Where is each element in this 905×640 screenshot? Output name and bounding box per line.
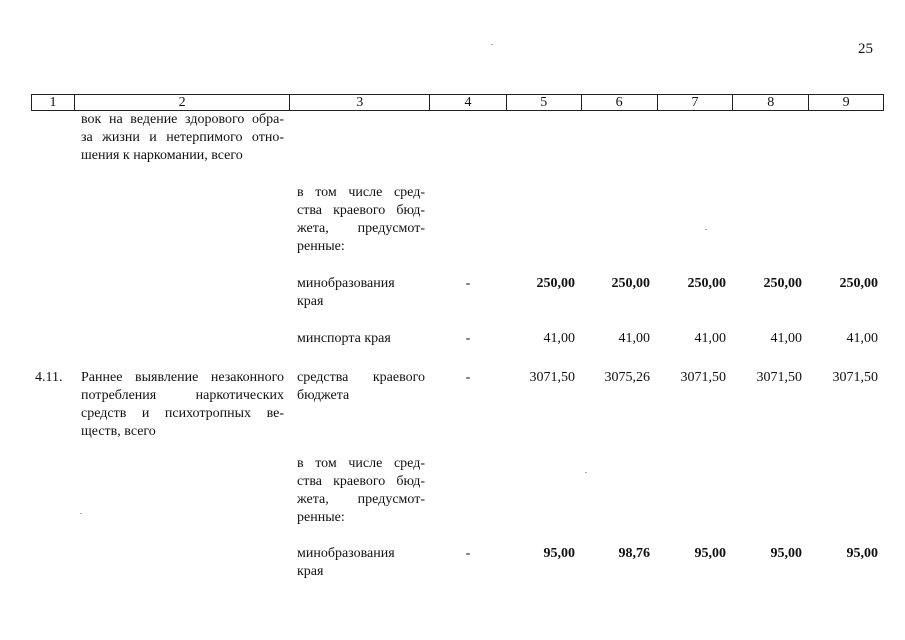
value-col5: 41,00 xyxy=(543,331,575,346)
value-col9: 95,00 xyxy=(846,546,878,561)
item-description-line: Раннее выявление незаконного xyxy=(81,370,284,385)
item-description-line: средств и психотропных ве- xyxy=(81,406,284,421)
source-label: минобразования xyxy=(297,546,395,561)
value-col6: 3075,26 xyxy=(604,370,650,385)
funding-note-line: жета, предусмот- xyxy=(297,221,425,236)
header-col-7: 7 xyxy=(658,95,734,110)
value-col6: 250,00 xyxy=(611,276,650,291)
col4-value: - xyxy=(465,370,471,385)
value-col6: 41,00 xyxy=(618,331,650,346)
funding-note-line: в том числе сред- xyxy=(297,185,425,200)
item-number: 4.11. xyxy=(35,370,63,385)
item-description-line: шения к наркомании, всего xyxy=(81,148,243,163)
funding-note-line: ства краевого бюд- xyxy=(297,474,425,489)
col4-value: - xyxy=(465,276,471,291)
item-description-line: вок на ведение здорового обра- xyxy=(81,112,284,127)
item-description-line: потребления наркотических xyxy=(81,388,284,403)
funding-note-line: жета, предусмот- xyxy=(297,492,425,507)
value-col8: 95,00 xyxy=(770,546,802,561)
header-col-4: 4 xyxy=(430,95,507,110)
value-col5: 250,00 xyxy=(536,276,575,291)
source-label: минспорта края xyxy=(297,331,391,346)
funding-note-line: в том числе сред- xyxy=(297,456,425,471)
source-label: края xyxy=(297,294,324,309)
header-col-8: 8 xyxy=(733,95,809,110)
source-label: бюджета xyxy=(297,388,350,403)
funding-note-line: ренные: xyxy=(297,239,345,254)
value-col5: 3071,50 xyxy=(529,370,575,385)
item-description-line: за жизни и нетерпимого отно- xyxy=(81,130,284,145)
value-col7: 95,00 xyxy=(694,546,726,561)
funding-note-line: ства краевого бюд- xyxy=(297,203,425,218)
header-col-6: 6 xyxy=(582,95,658,110)
value-col8: 250,00 xyxy=(763,276,802,291)
source-label: средства краевого xyxy=(297,370,425,385)
col4-value: - xyxy=(465,331,471,346)
table-header-row xyxy=(31,94,884,111)
value-col7: 250,00 xyxy=(687,276,726,291)
scan-speck xyxy=(705,229,707,230)
header-col-3: 3 xyxy=(290,95,430,110)
value-col8: 41,00 xyxy=(770,331,802,346)
value-col7: 41,00 xyxy=(694,331,726,346)
item-description-line: ществ, всего xyxy=(81,424,156,439)
value-col9: 3071,50 xyxy=(832,370,878,385)
value-col9: 250,00 xyxy=(839,276,878,291)
header-col-1: 1 xyxy=(32,95,75,110)
funding-note-line: ренные: xyxy=(297,510,345,525)
scan-speck xyxy=(491,44,493,45)
page-number: 25 xyxy=(858,41,873,57)
source-label: края xyxy=(297,564,324,579)
header-col-2: 2 xyxy=(75,95,290,110)
value-col8: 3071,50 xyxy=(756,370,802,385)
source-label: минобразования xyxy=(297,276,395,291)
value-col5: 95,00 xyxy=(543,546,575,561)
col4-value: - xyxy=(465,546,471,561)
value-col7: 3071,50 xyxy=(680,370,726,385)
value-col6: 98,76 xyxy=(618,546,650,561)
scan-speck xyxy=(585,472,587,473)
value-col9: 41,00 xyxy=(846,331,878,346)
scan-speck xyxy=(80,513,82,514)
header-col-9: 9 xyxy=(842,95,850,110)
header-col-5: 5 xyxy=(507,95,582,110)
